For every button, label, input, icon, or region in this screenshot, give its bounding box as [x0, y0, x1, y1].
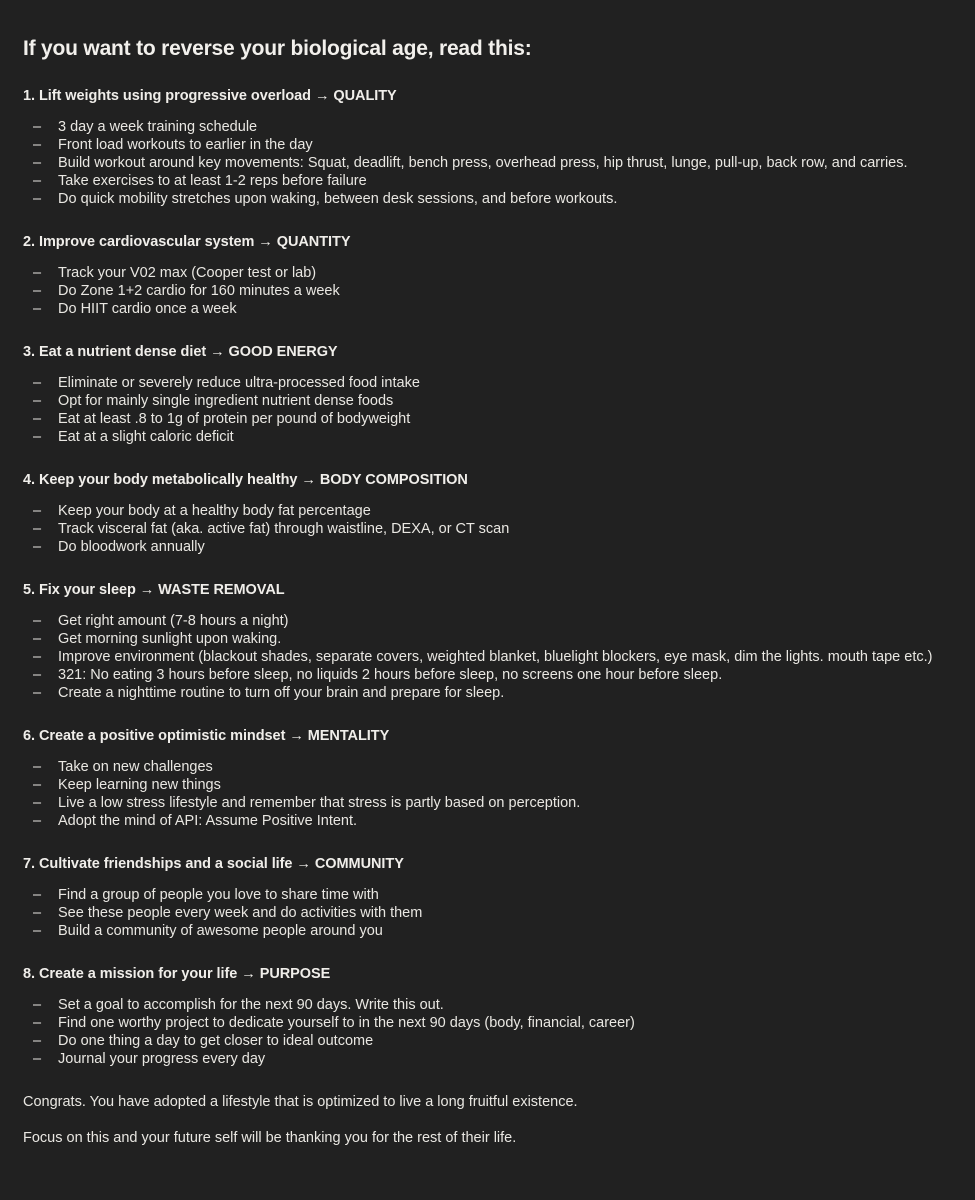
list-item-label: Do HIIT cardio once a week: [58, 301, 237, 317]
bullet-dash-icon: –: [33, 503, 42, 519]
list-item: [33, 1050, 952, 1068]
bullet-dash-icon: –: [33, 1033, 42, 1049]
bullet-dash-icon: –: [33, 429, 42, 445]
list-item-label: Create a nighttime routine to turn off your brain and prepare for sleep.: [58, 685, 505, 701]
list-item-label: Journal your progress every day: [58, 1051, 266, 1067]
list-item-label: Opt for mainly single ingredient nutrient dense foods: [58, 393, 394, 409]
bullet-list: [23, 118, 952, 208]
list-item-label: Front load workouts to earlier in the day: [58, 137, 313, 153]
sections-container: [23, 87, 952, 1068]
list-item: [33, 190, 952, 208]
bullet-dash-icon: –: [33, 813, 42, 829]
list-item-label: Improve environment (blackout shades, separate covers, weighted blanket, bluelight blockers, eye mask, dim the lights. mouth tape etc.): [58, 649, 933, 665]
list-item-label: Do quick mobility stretches upon waking, between desk sessions, and before workouts.: [58, 191, 618, 207]
bullet-list: [23, 758, 952, 830]
list-item-label: Do Zone 1+2 cardio for 160 minutes a week: [58, 283, 340, 299]
section: [23, 965, 952, 1068]
section-heading: 8. Create a mission for your life → PURPOSE: [23, 966, 331, 982]
list-item-label: Take exercises to at least 1-2 reps before failure: [58, 173, 367, 189]
bullet-dash-icon: –: [33, 265, 42, 281]
section-heading: 5. Fix your sleep → WASTE REMOVAL: [23, 582, 285, 598]
list-item: [33, 428, 952, 446]
list-item: [33, 758, 952, 776]
bullet-list: [23, 886, 952, 940]
list-item-label: Eat at least .8 to 1g of protein per pound of bodyweight: [58, 411, 411, 427]
list-item: [33, 996, 952, 1014]
bullet-list: [23, 996, 952, 1068]
list-item: [33, 502, 952, 520]
bullet-dash-icon: –: [33, 301, 42, 317]
bullet-dash-icon: –: [33, 667, 42, 683]
list-item-label: Build a community of awesome people around you: [58, 923, 383, 939]
list-item: [33, 904, 952, 922]
bullet-dash-icon: –: [33, 137, 42, 153]
page-title: If you want to reverse your biological age, read this:: [23, 37, 532, 60]
bullet-dash-icon: –: [33, 905, 42, 921]
list-item: [33, 118, 952, 136]
list-item: [33, 264, 952, 282]
list-item: [33, 136, 952, 154]
closing-paragraph: Congrats. You have adopted a lifestyle that is optimized to live a long fruitful existence.: [23, 1094, 578, 1110]
bullet-dash-icon: –: [33, 375, 42, 391]
list-item-label: Find a group of people you love to share time with: [58, 887, 379, 903]
section: [23, 343, 952, 446]
bullet-list: [23, 264, 952, 318]
list-item-label: 321: No eating 3 hours before sleep, no liquids 2 hours before sleep, no screens one hour before sleep.: [58, 667, 723, 683]
list-item-label: Track visceral fat (aka. active fat) through waistline, DEXA, or CT scan: [58, 521, 510, 537]
section: [23, 855, 952, 940]
list-item: [33, 812, 952, 830]
list-item-label: Build workout around key movements: Squat, deadlift, bench press, overhead press, hip thrust, lunge, pull-up, back row, and carries.: [58, 155, 908, 171]
list-item: [33, 374, 952, 392]
list-item: [33, 300, 952, 318]
list-item: [33, 154, 952, 172]
list-item: [33, 520, 952, 538]
bullet-dash-icon: –: [33, 795, 42, 811]
list-item: [33, 538, 952, 556]
list-item-label: Live a low stress lifestyle and remember that stress is partly based on perception.: [58, 795, 581, 811]
list-item: [33, 666, 952, 684]
list-item-label: Eliminate or severely reduce ultra-processed food intake: [58, 375, 420, 391]
list-item-label: Track your V02 max (Cooper test or lab): [58, 265, 317, 281]
bullet-dash-icon: –: [33, 191, 42, 207]
list-item: [33, 392, 952, 410]
list-item-label: Set a goal to accomplish for the next 90 days. Write this out.: [58, 997, 444, 1013]
list-item-label: Do one thing a day to get closer to ideal outcome: [58, 1033, 374, 1049]
bullet-dash-icon: –: [33, 283, 42, 299]
bullet-dash-icon: –: [33, 1051, 42, 1067]
bullet-dash-icon: –: [33, 613, 42, 629]
list-item: [33, 886, 952, 904]
list-item-label: Keep your body at a healthy body fat percentage: [58, 503, 371, 519]
list-item: [33, 922, 952, 940]
section-heading: 6. Create a positive optimistic mindset → MENTALITY: [23, 728, 390, 744]
bullet-dash-icon: –: [33, 393, 42, 409]
bullet-dash-icon: –: [33, 887, 42, 903]
list-item-label: Take on new challenges: [58, 759, 213, 775]
bullet-dash-icon: –: [33, 521, 42, 537]
bullet-dash-icon: –: [33, 173, 42, 189]
list-item: [33, 794, 952, 812]
list-item: [33, 1032, 952, 1050]
section: [23, 727, 952, 830]
section-heading: 1. Lift weights using progressive overload → QUALITY: [23, 88, 397, 104]
section: [23, 87, 952, 208]
section: [23, 581, 952, 702]
list-item-label: Adopt the mind of API: Assume Positive Intent.: [58, 813, 358, 829]
section-heading: 7. Cultivate friendships and a social life → COMMUNITY: [23, 856, 404, 872]
section: [23, 471, 952, 556]
bullet-dash-icon: –: [33, 759, 42, 775]
bullet-dash-icon: –: [33, 411, 42, 427]
list-item-label: Eat at a slight caloric deficit: [58, 429, 234, 445]
list-item: [33, 684, 952, 702]
section-heading: 3. Eat a nutrient dense diet → GOOD ENERGY: [23, 344, 338, 360]
list-item: [33, 172, 952, 190]
bullet-dash-icon: –: [33, 777, 42, 793]
bullet-list: [23, 612, 952, 702]
closing-container: [23, 1093, 952, 1147]
list-item: [33, 776, 952, 794]
list-item: [33, 1014, 952, 1032]
list-item: [33, 630, 952, 648]
list-item-label: Do bloodwork annually: [58, 539, 205, 555]
list-item-label: Get morning sunlight upon waking.: [58, 631, 282, 647]
bullet-dash-icon: –: [33, 1015, 42, 1031]
closing-paragraph: Focus on this and your future self will be thanking you for the rest of their life.: [23, 1130, 517, 1146]
list-item-label: Get right amount (7-8 hours a night): [58, 613, 289, 629]
bullet-dash-icon: –: [33, 631, 42, 647]
list-item-label: Keep learning new things: [58, 777, 221, 793]
bullet-dash-icon: –: [33, 685, 42, 701]
bullet-dash-icon: –: [33, 923, 42, 939]
bullet-dash-icon: –: [33, 119, 42, 135]
list-item-label: 3 day a week training schedule: [58, 119, 258, 135]
list-item: [33, 410, 952, 428]
list-item: [33, 612, 952, 630]
bullet-list: [23, 502, 952, 556]
bullet-dash-icon: –: [33, 997, 42, 1013]
list-item-label: Find one worthy project to dedicate yourself to in the next 90 days (body, financial, career): [58, 1015, 635, 1031]
section-heading: 2. Improve cardiovascular system → QUANTITY: [23, 234, 351, 250]
bullet-list: [23, 374, 952, 446]
bullet-dash-icon: –: [33, 649, 42, 665]
list-item-label: See these people every week and do activities with them: [58, 905, 423, 921]
section: [23, 233, 952, 318]
bullet-dash-icon: –: [33, 539, 42, 555]
section-heading: 4. Keep your body metabolically healthy → BODY COMPOSITION: [23, 472, 468, 488]
bullet-dash-icon: –: [33, 155, 42, 171]
list-item: [33, 648, 952, 666]
list-item: [33, 282, 952, 300]
